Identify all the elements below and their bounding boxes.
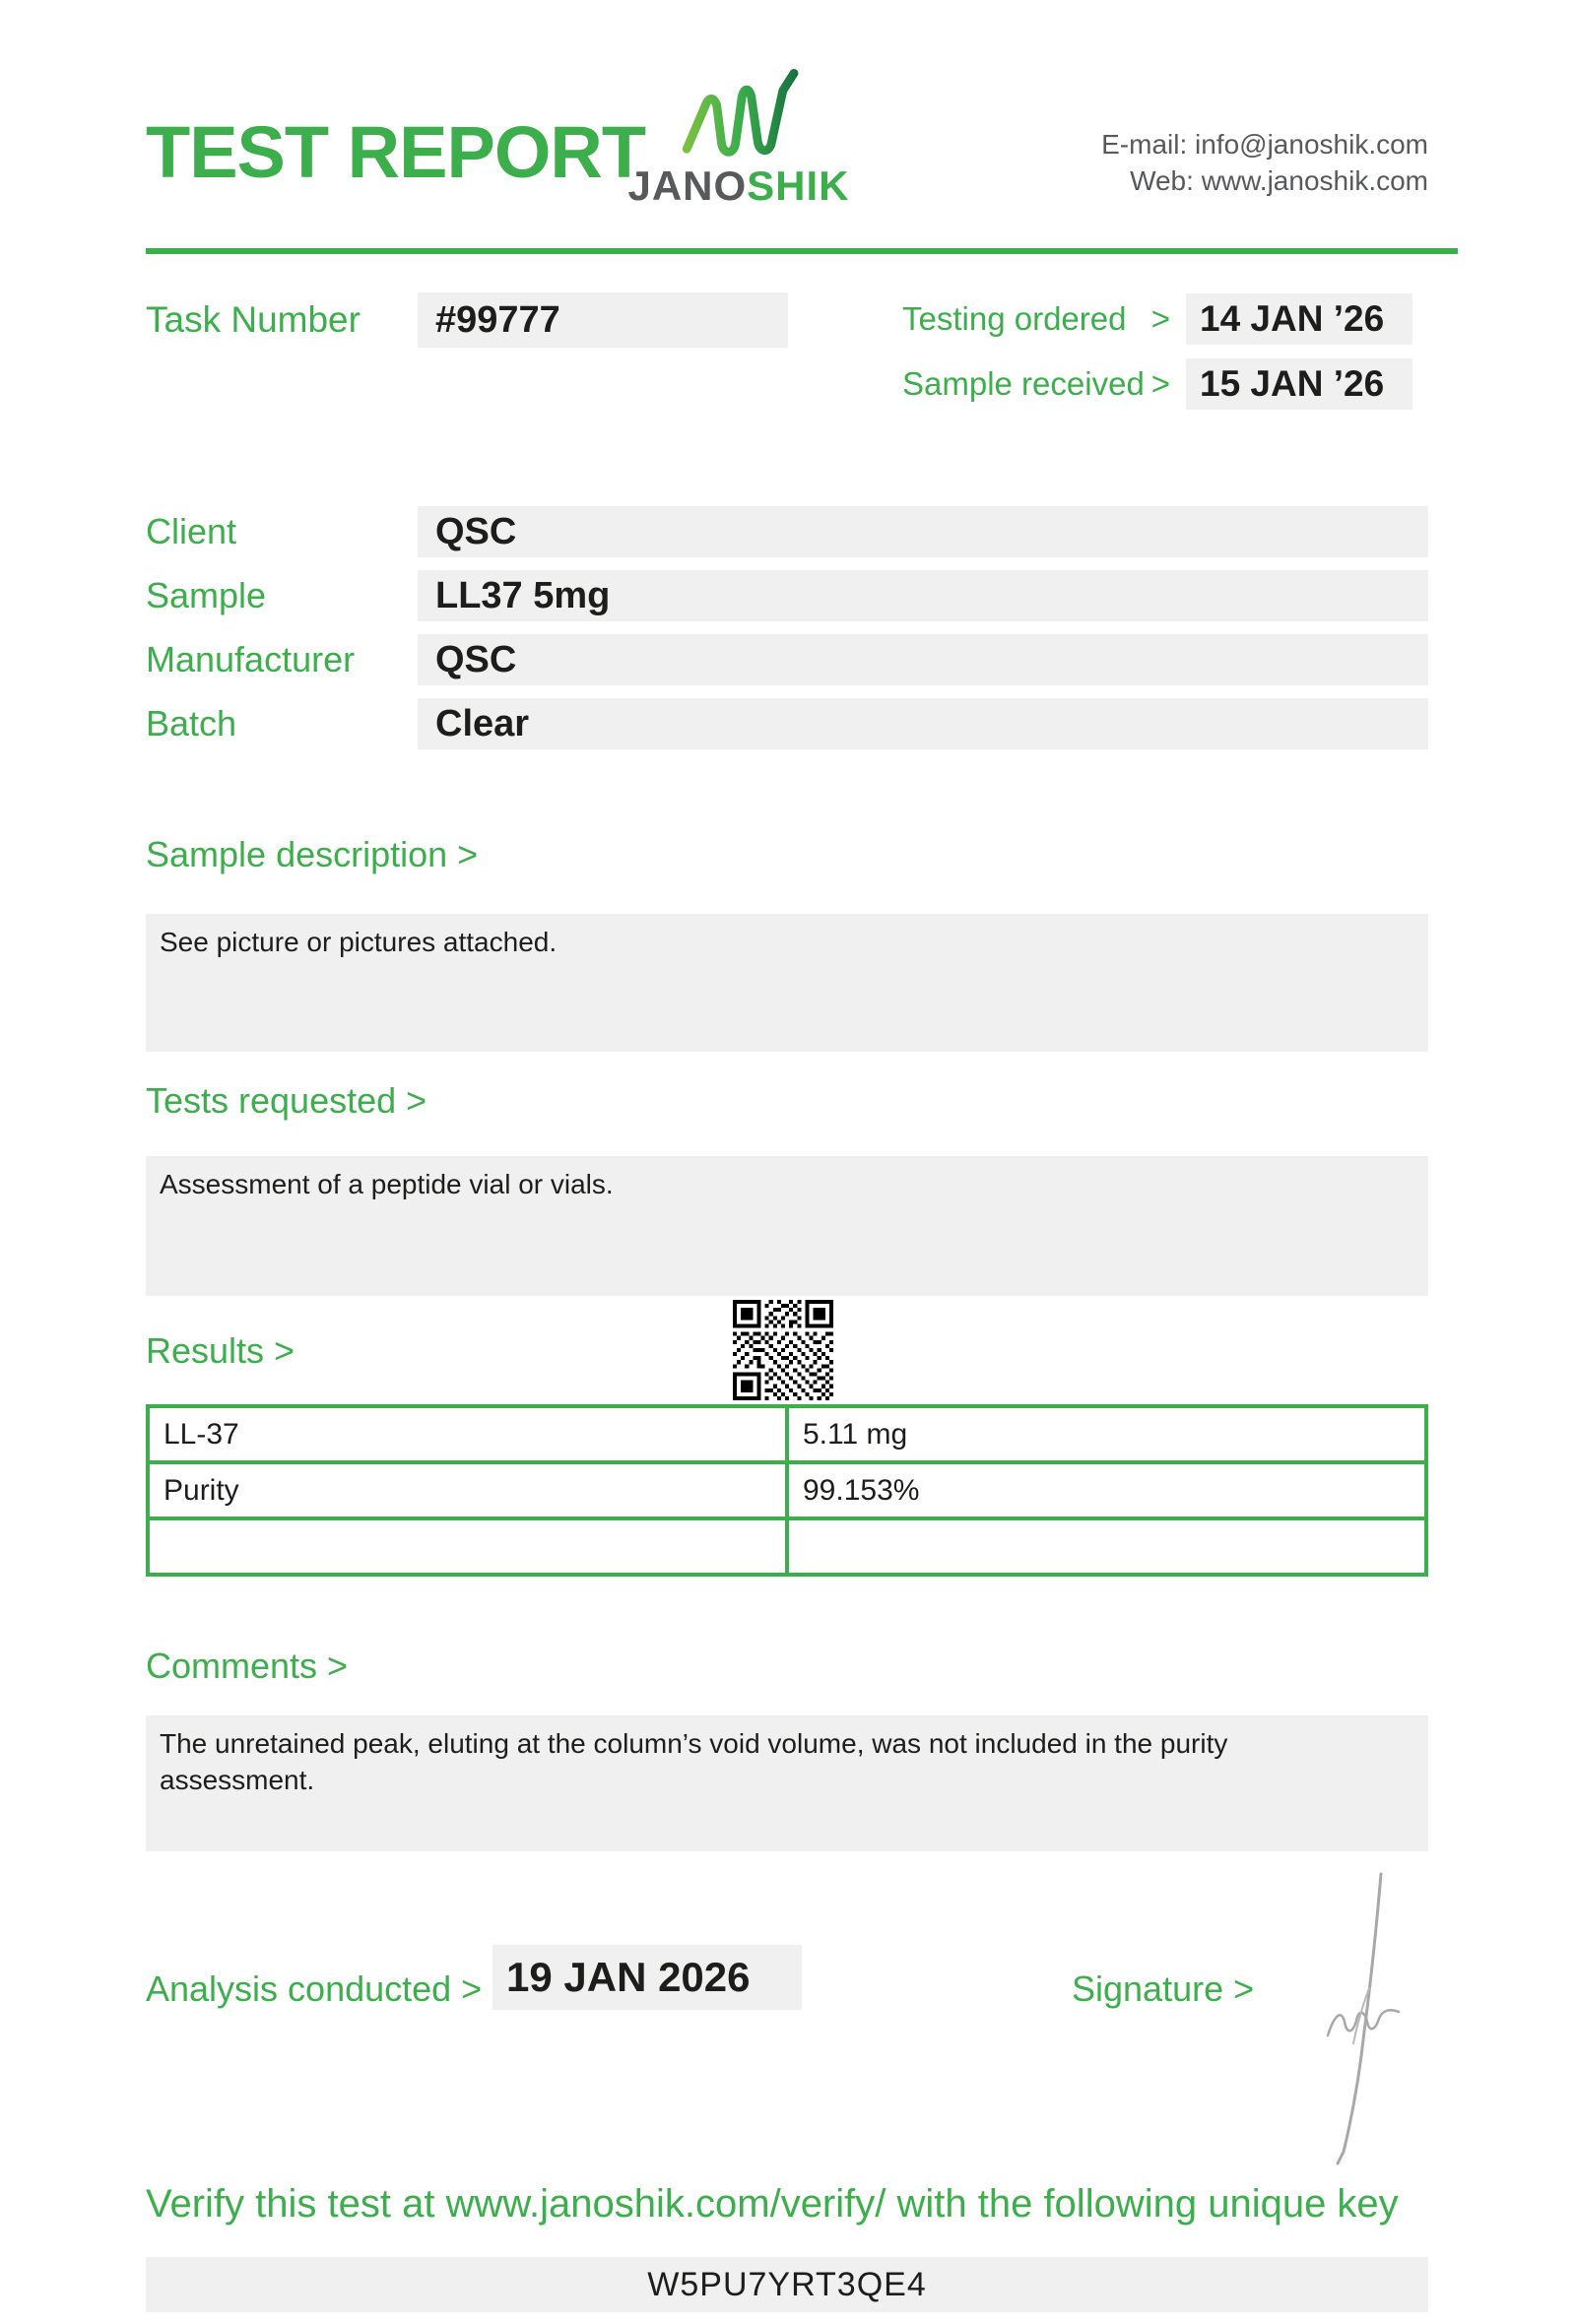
testing-ordered-field bbox=[1186, 293, 1412, 345]
sample-description-box bbox=[146, 914, 1428, 1052]
manufacturer-field bbox=[418, 634, 1428, 685]
page-title: TEST REPORT bbox=[146, 111, 646, 193]
batch-label: Batch bbox=[146, 703, 237, 743]
task-number-field bbox=[418, 292, 788, 348]
contact-web: Web: www.janoshik.com bbox=[1130, 165, 1428, 196]
task-number-value: #99777 bbox=[435, 298, 560, 341]
signature-image bbox=[1259, 1866, 1446, 2176]
client-field bbox=[418, 506, 1428, 557]
logo-wordmark bbox=[623, 162, 855, 209]
testing-ordered-value: 14 JAN ’26 bbox=[1200, 298, 1385, 339]
results-row-3 bbox=[148, 1518, 1426, 1575]
qr-code-image bbox=[733, 1300, 833, 1405]
chevron-icon: > bbox=[1150, 300, 1170, 337]
empty-name-cell bbox=[148, 1518, 787, 1575]
analysis-date-value: 19 JAN 2026 bbox=[506, 1954, 751, 2000]
sample-received-value: 15 JAN ’26 bbox=[1200, 363, 1385, 404]
verify-key-value: W5PU7YRT3QE4 bbox=[647, 2265, 927, 2303]
sample-field bbox=[418, 570, 1428, 621]
tests-requested-heading: Tests requested > bbox=[146, 1080, 427, 1121]
results-row-1 bbox=[148, 1406, 1426, 1462]
comments-heading: Comments > bbox=[146, 1646, 349, 1686]
sample-received-field bbox=[1186, 358, 1412, 410]
testing-ordered-label: Testing ordered > bbox=[902, 300, 1170, 337]
sample-description-text: See picture or pictures attached. bbox=[160, 927, 558, 957]
client-label: Client bbox=[146, 511, 237, 551]
contact-email: E-mail: info@janoshik.com bbox=[1101, 129, 1428, 160]
results-table bbox=[146, 1404, 1428, 1577]
analyte-value-cell: 5.11 mg bbox=[787, 1406, 1426, 1462]
verify-heading: Verify this test at www.janoshik.com/verify/ with the following unique key bbox=[146, 2182, 1399, 2226]
client-value: QSC bbox=[435, 510, 517, 552]
analyte-name-cell: LL-37 bbox=[148, 1406, 787, 1462]
results-row-2 bbox=[148, 1462, 1426, 1518]
chevron-icon: > bbox=[1150, 365, 1170, 402]
janoshik-logo bbox=[623, 67, 855, 207]
results-heading: Results > bbox=[146, 1330, 296, 1371]
tests-requested-text: Assessment of a peptide vial or vials. bbox=[160, 1169, 614, 1199]
testing-ordered-row bbox=[902, 293, 1428, 345]
signature-label: Signature > bbox=[1072, 1969, 1255, 2009]
manufacturer-value: QSC bbox=[435, 638, 517, 680]
sample-label: Sample bbox=[146, 575, 267, 615]
purity-value-cell: 99.153% bbox=[787, 1462, 1426, 1518]
comments-box bbox=[146, 1715, 1428, 1851]
empty-value-cell bbox=[787, 1518, 1426, 1575]
logo-word-dark: JANO bbox=[627, 162, 748, 209]
growth-chart-icon bbox=[623, 67, 855, 161]
sample-received-label: Sample received > bbox=[902, 365, 1170, 402]
verify-key-field bbox=[146, 2257, 1428, 2312]
sample-value: LL37 5mg bbox=[435, 574, 611, 616]
analysis-conducted-label: Analysis conducted > bbox=[146, 1969, 483, 2009]
logo-word-green: SHIK bbox=[747, 162, 850, 209]
contact-block bbox=[985, 126, 1428, 199]
sample-description-heading: Sample description > bbox=[146, 834, 479, 874]
task-number-label: Task Number bbox=[146, 299, 361, 340]
tests-requested-box bbox=[146, 1156, 1428, 1296]
analysis-date-field bbox=[492, 1945, 802, 2010]
manufacturer-label: Manufacturer bbox=[146, 639, 356, 679]
sample-received-row bbox=[902, 358, 1428, 410]
header-divider bbox=[146, 248, 1458, 254]
purity-name-cell: Purity bbox=[148, 1462, 787, 1518]
batch-value: Clear bbox=[435, 702, 530, 744]
batch-field bbox=[418, 698, 1428, 749]
comments-text: The unretained peak, eluting at the column’s void volume, was not included in the purity assessment. bbox=[160, 1728, 1228, 1795]
